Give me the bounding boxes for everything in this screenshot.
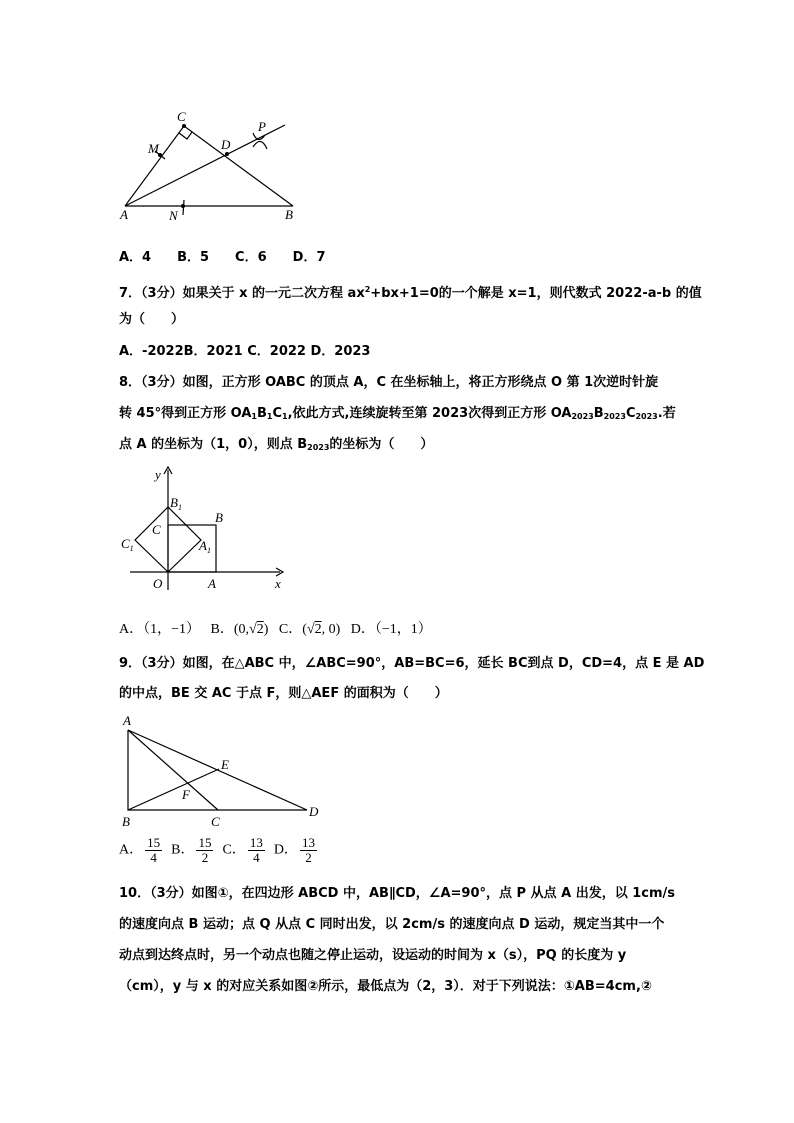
label-M: M (148, 141, 159, 156)
label-E: E (221, 757, 229, 772)
label-B: B (285, 207, 293, 222)
label-A1: $A_1$ (199, 538, 211, 555)
q9-line2: 的中点，BE 交 AC 于点 F，则△AEF 的面积为（ ） (119, 686, 448, 701)
label-C1: $C_1$ (121, 536, 134, 553)
label-N: N (169, 208, 178, 223)
q9-figure (115, 712, 325, 830)
label-C: C (152, 522, 161, 537)
label-C: C (211, 814, 220, 829)
q10-line2: 的速度向点 B 运动；点 Q 从点 C 同时出发，以 2cm/s 的速度向点 D 运动，规定当其中一个 (119, 917, 665, 932)
q8-options: A．（1，−1） B．(0,√2) C．(√2, 0) D．（−1，1） (119, 622, 432, 637)
q10-line4: （cm），y 与 x 的对应关系如图②所示，最低点为（2，3）．对于下列说法：①AB=4cm,② (119, 979, 652, 994)
label-D: D (221, 137, 231, 152)
label-B1: $B_1$ (170, 495, 182, 512)
label-x: x (275, 576, 281, 591)
label-B: B (122, 814, 130, 829)
q10-line1: 10．（3分）如图①，在四边形 ABCD 中，AB∥CD，∠A=90°，点 P 从点 A 出发，以 1cm/s (119, 886, 675, 901)
label-P: P (258, 119, 266, 134)
q8-figure (115, 462, 295, 594)
label-F: F (182, 787, 190, 802)
label-A: A (123, 713, 131, 728)
q9-options: A． $\frac{15}{4}$ B． $\frac{15}{2}$ C． $\frac{13}{4}$ D． $\frac{13}{2}$ (119, 835, 315, 865)
q8-line1: 8．（3分）如图，正方形 OABC 的顶点 A，C 在坐标轴上，将正方形绕点 O 第 1次逆时针旋 (119, 375, 659, 390)
q9-line1: 9．（3分）如图，在△ABC 中，∠ABC=90°，AB=BC=6，延长 BC到点 D，CD=4，点 E 是 AD (119, 656, 705, 671)
q8-line3: 点 A 的坐标为（1，0），则点 $B_{2023}$的坐标为（ ） (119, 437, 434, 452)
q7-line1: 7．（3分）如果关于 x 的一元二次方程 $ax^2+bx+1=0$的一个解是 x=1，则代数式 2022-a-b 的值 (119, 285, 702, 301)
q10-line3: 动点到达终点时，另一个动点也随之停止运动，设运动的时间为 x（s），PQ 的长度为 y (119, 948, 627, 963)
label-y: y (155, 467, 161, 482)
q6-options: A．4 B．5 C．6 D．7 (119, 250, 326, 265)
label-A: A (208, 576, 216, 591)
label-D: D (309, 804, 319, 819)
label-C: C (177, 109, 186, 124)
q8-line2: 转 45°得到正方形 $OA_1B_1C_1$,依此方式,连续旋转至第 2023次得到正方形 $OA_{2023}B_{2023}C_{2023}$.若 (119, 406, 676, 421)
label-O: O (153, 576, 163, 591)
label-B: B (215, 510, 223, 525)
q7-options: A．-2022B．2021 C．2022 D．2023 (119, 344, 371, 359)
q7-line2: 为（ ） (119, 312, 185, 327)
label-A: A (120, 207, 128, 222)
q6-figure (115, 105, 295, 230)
